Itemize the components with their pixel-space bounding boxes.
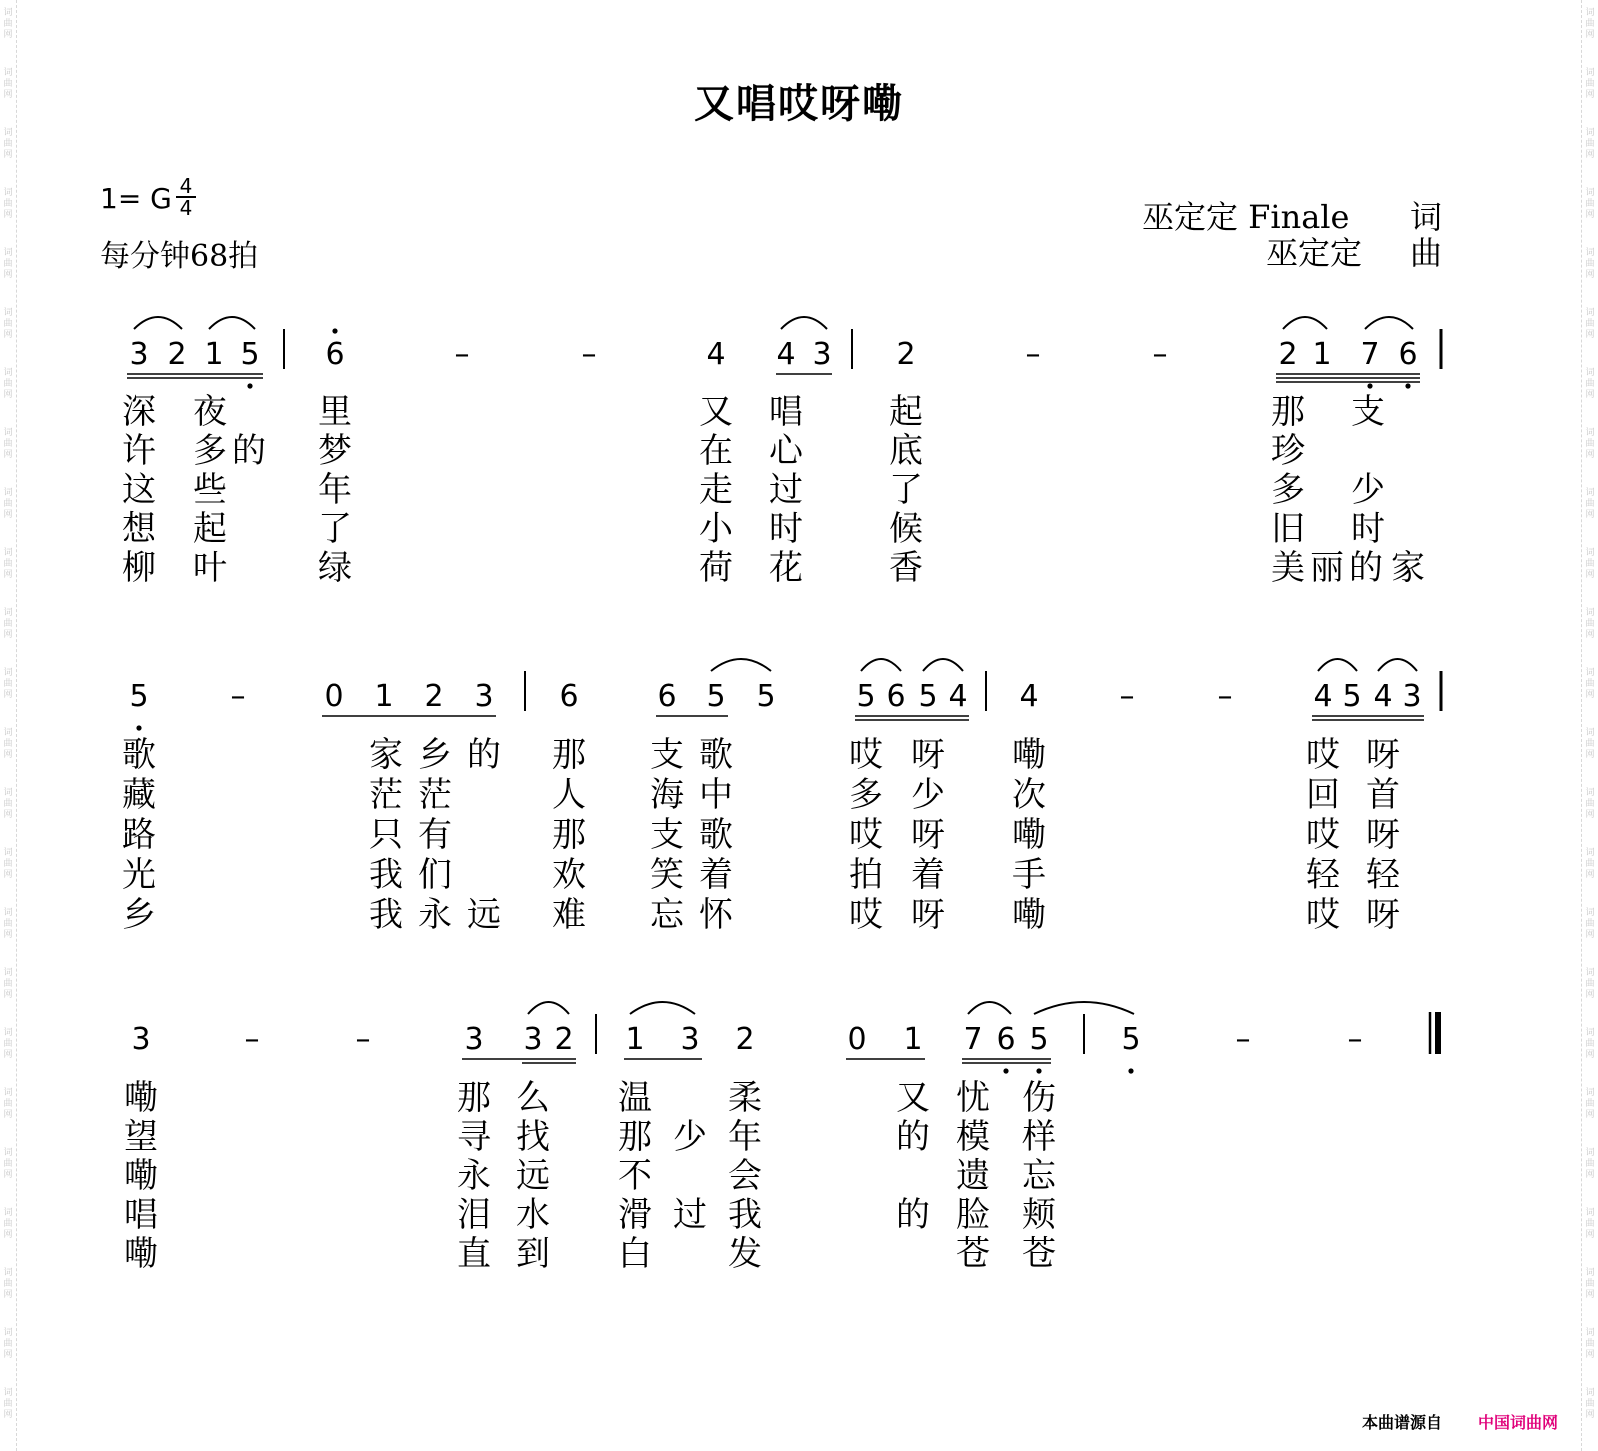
note-1: 1 — [204, 337, 224, 372]
lyric-char: 乡 — [122, 895, 156, 935]
watermark-text: 词 曲 网 — [3, 68, 13, 100]
watermark-text: 词 曲 网 — [1585, 1028, 1595, 1060]
lyric-char: 里 — [318, 392, 352, 432]
watermark-text: 词 曲 网 — [3, 488, 13, 520]
note-2: 2 — [896, 337, 916, 372]
low-octave-dot — [1405, 383, 1410, 388]
note-2: 2 — [554, 1022, 574, 1057]
low-octave-dot — [1036, 1068, 1041, 1073]
dash-note: – — [1119, 679, 1135, 714]
watermark-text: 词 曲 网 — [3, 128, 13, 160]
lyric-char: 望 — [124, 1117, 158, 1157]
lyric-char: 时 — [1351, 509, 1385, 549]
composer-role: 曲 — [1410, 234, 1443, 272]
slur-arc — [209, 317, 255, 329]
lyric-char: 呀 — [911, 895, 945, 935]
watermark-text: 词 曲 网 — [1585, 128, 1595, 160]
lyric-char: 嘞 — [1012, 815, 1046, 855]
lyric-char: 我 — [369, 895, 403, 935]
watermark-text: 词 曲 网 — [3, 308, 13, 340]
lyric-char: 颊 — [1022, 1195, 1056, 1235]
source-label: 本曲谱源自 — [1362, 1413, 1443, 1432]
watermark-text: 词 曲 网 — [1585, 1268, 1595, 1300]
lyric-char: 的 — [232, 431, 266, 471]
watermark-text: 词 曲 网 — [3, 1208, 13, 1240]
lyric-char: 中 — [699, 775, 733, 815]
watermark-text: 词 曲 网 — [3, 1028, 13, 1060]
lyric-char: 远 — [467, 895, 501, 935]
lyric-char: 又 — [896, 1078, 930, 1118]
slur-arc — [923, 659, 963, 671]
dash-note: – — [244, 1022, 260, 1057]
time-signature-denominator: 4 — [179, 196, 193, 220]
slur-arc — [1034, 1002, 1134, 1014]
note-5: 5 — [240, 337, 260, 372]
watermark-text: 词 曲 网 — [1585, 308, 1595, 340]
watermark-text: 词 曲 网 — [3, 8, 13, 40]
lyric-char: 路 — [122, 815, 156, 855]
watermark-text: 词 曲 网 — [3, 1328, 13, 1360]
lyric-char: 唱 — [769, 392, 803, 432]
lyric-char: 走 — [699, 470, 733, 510]
note-5: 5 — [1342, 679, 1362, 714]
dash-note: – — [1217, 679, 1233, 714]
low-octave-dot — [1128, 1068, 1133, 1073]
lyric-char: 年 — [318, 470, 352, 510]
lyric-char: 忘 — [1022, 1156, 1056, 1196]
lyric-char: 远 — [516, 1156, 550, 1196]
note-5: 5 — [918, 679, 938, 714]
lyric-char: 那 — [1271, 392, 1305, 432]
watermark-text: 词 曲 网 — [3, 1268, 13, 1300]
lyric-char: 夜 — [193, 392, 227, 432]
note-6: 6 — [559, 679, 579, 714]
lyric-char: 们 — [418, 855, 452, 895]
key-signature: 1= G — [100, 182, 172, 215]
lyric-char: 滑 — [618, 1195, 652, 1235]
note-6: 6 — [886, 679, 906, 714]
lyric-char: 我 — [728, 1195, 762, 1235]
lyric-char: 茫 — [369, 775, 403, 815]
lyric-char: 难 — [552, 895, 586, 935]
lyric-char: 支 — [1351, 392, 1385, 432]
lyric-char: 时 — [769, 509, 803, 549]
watermark-text: 词 曲 网 — [1585, 68, 1595, 100]
note-4: 4 — [706, 337, 726, 372]
lyric-char: 家 — [369, 735, 403, 775]
watermark-text: 词 曲 网 — [3, 368, 13, 400]
lyric-char: 寻 — [457, 1117, 491, 1157]
lyric-char: 丽 — [1310, 548, 1344, 588]
time-signature-numerator: 4 — [176, 176, 196, 198]
note-1: 1 — [374, 679, 394, 714]
slur-arc — [630, 1002, 695, 1014]
watermark-text: 词 曲 网 — [3, 1388, 13, 1420]
watermark-text: 词 曲 网 — [1585, 848, 1595, 880]
lyric-char: 梦 — [318, 431, 352, 471]
note-3: 3 — [523, 1022, 543, 1057]
lyric-char: 那 — [457, 1078, 491, 1118]
note-1: 1 — [903, 1022, 923, 1057]
watermark-text: 词 曲 网 — [3, 848, 13, 880]
lyric-char: 会 — [728, 1156, 762, 1196]
lyric-char: 美 — [1271, 548, 1305, 588]
high-octave-dot — [332, 328, 337, 333]
note-3: 3 — [474, 679, 494, 714]
low-octave-dot — [247, 383, 252, 388]
lyric-char: 藏 — [122, 775, 156, 815]
dash-note: – — [1347, 1022, 1363, 1057]
lyric-char: 哎 — [849, 895, 883, 935]
slur-arc — [1365, 317, 1413, 329]
note-6: 6 — [1398, 337, 1418, 372]
note-5: 5 — [856, 679, 876, 714]
watermark-text: 词 曲 网 — [3, 1088, 13, 1120]
lyric-char: 嘞 — [1012, 735, 1046, 775]
lyric-char: 些 — [193, 470, 227, 510]
lyric-char: 首 — [1366, 775, 1400, 815]
lyric-char: 珍 — [1271, 431, 1305, 471]
lyric-char: 茫 — [418, 775, 452, 815]
watermark-text: 词 曲 网 — [1585, 1388, 1595, 1420]
note-4: 4 — [776, 337, 796, 372]
source-site-link[interactable]: 中国词曲网 — [1478, 1413, 1559, 1432]
lyric-char: 多 — [849, 775, 883, 815]
lyric-char: 不 — [618, 1156, 652, 1196]
watermark-text: 词 曲 网 — [3, 188, 13, 220]
lyric-char: 家 — [1391, 548, 1425, 588]
lyric-char: 泪 — [457, 1195, 491, 1235]
lyric-char: 哎 — [1306, 735, 1340, 775]
lyric-char: 脸 — [956, 1195, 990, 1235]
watermark-text: 词 曲 网 — [1585, 1328, 1595, 1360]
slur-arc — [1318, 659, 1357, 671]
lyric-char: 苍 — [1022, 1234, 1056, 1274]
lyric-char: 次 — [1012, 775, 1046, 815]
note-3: 3 — [1402, 679, 1422, 714]
lyric-char: 忧 — [956, 1078, 990, 1118]
watermark-text: 词 曲 网 — [3, 248, 13, 280]
watermark-text: 词 曲 网 — [1585, 908, 1595, 940]
slur-arc — [134, 317, 182, 329]
lyric-char: 支 — [650, 735, 684, 775]
lyric-char: 起 — [193, 509, 227, 549]
lyric-char: 手 — [1012, 855, 1046, 895]
lyric-char: 找 — [516, 1117, 550, 1157]
lyric-char: 绿 — [318, 548, 352, 588]
note-2: 2 — [167, 337, 187, 372]
lyric-char: 么 — [516, 1078, 550, 1118]
note-7: 7 — [963, 1022, 983, 1057]
note-7: 7 — [1360, 337, 1380, 372]
lyric-char: 直 — [457, 1234, 491, 1274]
slur-arc — [861, 659, 901, 671]
note-4: 4 — [1313, 679, 1333, 714]
note-3: 3 — [131, 1022, 151, 1057]
low-octave-dot — [136, 725, 141, 730]
lyric-char: 支 — [650, 815, 684, 855]
watermark-text: 词 曲 网 — [1585, 548, 1595, 580]
lyric-char: 那 — [552, 815, 586, 855]
lyric-char: 候 — [889, 509, 923, 549]
slur-arc — [711, 659, 771, 671]
lyric-char: 的 — [467, 735, 501, 775]
dash-note: – — [1152, 337, 1168, 372]
note-2: 2 — [424, 679, 444, 714]
lyric-char: 样 — [1022, 1117, 1056, 1157]
low-octave-dot — [1367, 383, 1372, 388]
note-2: 2 — [735, 1022, 755, 1057]
watermark-text: 词 曲 网 — [1585, 368, 1595, 400]
lyric-char: 哎 — [849, 815, 883, 855]
watermark-text: 词 曲 网 — [1585, 488, 1595, 520]
watermark-text: 词 曲 网 — [3, 728, 13, 760]
watermark-text: 词 曲 网 — [1585, 1088, 1595, 1120]
note-3: 3 — [129, 337, 149, 372]
lyric-char: 年 — [728, 1117, 762, 1157]
note-6: 6 — [325, 337, 345, 372]
watermark-text: 词 曲 网 — [1585, 668, 1595, 700]
lyric-char: 发 — [728, 1234, 762, 1274]
lyric-char: 小 — [699, 509, 733, 549]
lyric-char: 心 — [769, 431, 803, 471]
lyric-char: 忘 — [650, 895, 684, 935]
note-5: 5 — [706, 679, 726, 714]
note-3: 3 — [464, 1022, 484, 1057]
lyric-char: 着 — [699, 855, 733, 895]
note-1: 1 — [625, 1022, 645, 1057]
watermark-text: 词 曲 网 — [3, 968, 13, 1000]
lyric-char: 柳 — [122, 548, 156, 588]
lyric-char: 白 — [618, 1234, 652, 1274]
note-4: 4 — [1373, 679, 1393, 714]
lyric-char: 苍 — [956, 1234, 990, 1274]
note-6: 6 — [996, 1022, 1016, 1057]
lyric-char: 唱 — [124, 1195, 158, 1235]
note-1: 1 — [1312, 337, 1332, 372]
note-4: 4 — [1019, 679, 1039, 714]
lyric-char: 轻 — [1306, 855, 1340, 895]
lyric-char: 呀 — [911, 735, 945, 775]
watermark-text: 词 曲 网 — [1585, 608, 1595, 640]
watermark-text: 词 曲 网 — [3, 668, 13, 700]
lyric-char: 拍 — [849, 855, 883, 895]
lyric-char: 嘞 — [124, 1078, 158, 1118]
lyric-char: 起 — [889, 392, 923, 432]
slur-arc — [1283, 317, 1327, 329]
lyric-char: 嘞 — [1012, 895, 1046, 935]
watermark-text: 词 曲 网 — [3, 608, 13, 640]
lyric-char: 有 — [418, 815, 452, 855]
dash-note: – — [355, 1022, 371, 1057]
watermark-text: 词 曲 网 — [1585, 1148, 1595, 1180]
note-4: 4 — [948, 679, 968, 714]
note-2: 2 — [1278, 337, 1298, 372]
watermark-text: 词 曲 网 — [1585, 728, 1595, 760]
lyric-char: 香 — [889, 548, 923, 588]
lyric-char: 歌 — [699, 735, 733, 775]
lyric-char: 到 — [516, 1234, 550, 1274]
lyric-char: 的 — [896, 1117, 930, 1157]
dash-note: – — [581, 337, 597, 372]
lyric-char: 欢 — [552, 855, 586, 895]
lyric-char: 人 — [552, 775, 586, 815]
watermark-text: 词 曲 网 — [1585, 248, 1595, 280]
lyric-char: 柔 — [728, 1078, 762, 1118]
lyric-char: 多 — [193, 431, 227, 471]
lyric-char: 少 — [911, 775, 945, 815]
lyric-char: 温 — [618, 1078, 652, 1118]
lyric-char: 只 — [369, 815, 403, 855]
lyric-char: 歌 — [122, 735, 156, 775]
lyric-char: 歌 — [699, 815, 733, 855]
dash-note: – — [1235, 1022, 1251, 1057]
lyric-char: 许 — [122, 431, 156, 471]
lyric-char: 又 — [699, 392, 733, 432]
lyric-char: 我 — [369, 855, 403, 895]
lyric-char: 乡 — [418, 735, 452, 775]
lyric-char: 嘞 — [124, 1156, 158, 1196]
lyric-char: 少 — [673, 1117, 707, 1157]
lyric-char: 伤 — [1022, 1078, 1056, 1118]
watermark-text: 词 曲 网 — [1585, 1208, 1595, 1240]
lyric-char: 了 — [318, 509, 352, 549]
lyric-char: 呀 — [911, 815, 945, 855]
watermark-text: 词 曲 网 — [1585, 968, 1595, 1000]
lyric-char: 永 — [457, 1156, 491, 1196]
watermark-text: 词 曲 网 — [3, 788, 13, 820]
lyric-char: 怀 — [699, 895, 733, 935]
lyric-char: 水 — [516, 1195, 550, 1235]
lyricist-credit: 巫定定 Finale — [1142, 198, 1350, 236]
note-3: 3 — [812, 337, 832, 372]
lyric-char: 想 — [122, 509, 156, 549]
lyric-char: 少 — [1351, 470, 1385, 510]
lyric-char: 这 — [122, 470, 156, 510]
watermark-text: 词 曲 网 — [1585, 788, 1595, 820]
watermark-text: 词 曲 网 — [1585, 188, 1595, 220]
lyric-char: 轻 — [1366, 855, 1400, 895]
lyricist-role: 词 — [1410, 198, 1443, 236]
lyric-char: 荷 — [699, 548, 733, 588]
watermark-text: 词 曲 网 — [3, 548, 13, 580]
lyric-char: 回 — [1306, 775, 1340, 815]
low-octave-dot — [1003, 1068, 1008, 1073]
note-6: 6 — [657, 679, 677, 714]
lyric-char: 花 — [769, 548, 803, 588]
watermark-text: 词 曲 网 — [3, 908, 13, 940]
lyric-char: 哎 — [849, 735, 883, 775]
slur-arc — [1378, 659, 1417, 671]
lyric-char: 海 — [650, 775, 684, 815]
dash-note: – — [230, 679, 246, 714]
lyric-char: 着 — [911, 855, 945, 895]
lyric-char: 过 — [769, 470, 803, 510]
lyric-char: 呀 — [1366, 815, 1400, 855]
lyric-char: 呀 — [1366, 735, 1400, 775]
note-0: 0 — [847, 1022, 867, 1057]
watermark-text: 词 曲 网 — [1585, 428, 1595, 460]
lyric-char: 遗 — [956, 1156, 990, 1196]
lyric-char: 在 — [699, 431, 733, 471]
lyric-char: 那 — [618, 1117, 652, 1157]
note-5: 5 — [1029, 1022, 1049, 1057]
lyric-char: 哎 — [1306, 815, 1340, 855]
lyric-char: 底 — [889, 431, 923, 471]
lyric-char: 永 — [418, 895, 452, 935]
lyric-char: 光 — [122, 855, 156, 895]
lyric-char: 的 — [1349, 548, 1383, 588]
watermark-text: 词 曲 网 — [3, 428, 13, 460]
dash-note: – — [1025, 337, 1041, 372]
lyric-char: 了 — [889, 470, 923, 510]
slur-arc — [781, 317, 827, 329]
slur-arc — [528, 1002, 569, 1014]
note-5: 5 — [1121, 1022, 1141, 1057]
lyric-char: 那 — [552, 735, 586, 775]
note-5: 5 — [129, 679, 149, 714]
lyric-char: 深 — [122, 392, 156, 432]
song-title: 又唱哎呀嘞 — [694, 80, 904, 127]
watermark-text: 词 曲 网 — [1585, 8, 1595, 40]
lyric-char: 呀 — [1366, 895, 1400, 935]
lyric-char: 笑 — [650, 855, 684, 895]
lyric-char: 的 — [896, 1195, 930, 1235]
note-5: 5 — [756, 679, 776, 714]
composer-credit: 巫定定 — [1266, 234, 1363, 272]
lyric-char: 多 — [1271, 470, 1305, 510]
note-0: 0 — [324, 679, 344, 714]
lyric-char: 叶 — [193, 548, 227, 588]
lyric-char: 旧 — [1271, 509, 1305, 549]
tempo-marking: 每分钟68拍 — [100, 239, 259, 274]
slur-arc — [968, 1002, 1011, 1014]
watermark-text: 词 曲 网 — [3, 1148, 13, 1180]
note-3: 3 — [680, 1022, 700, 1057]
dash-note: – — [454, 337, 470, 372]
lyric-char: 嘞 — [124, 1234, 158, 1274]
lyric-char: 模 — [956, 1117, 990, 1157]
lyric-char: 过 — [673, 1195, 707, 1235]
lyric-char: 哎 — [1306, 895, 1340, 935]
